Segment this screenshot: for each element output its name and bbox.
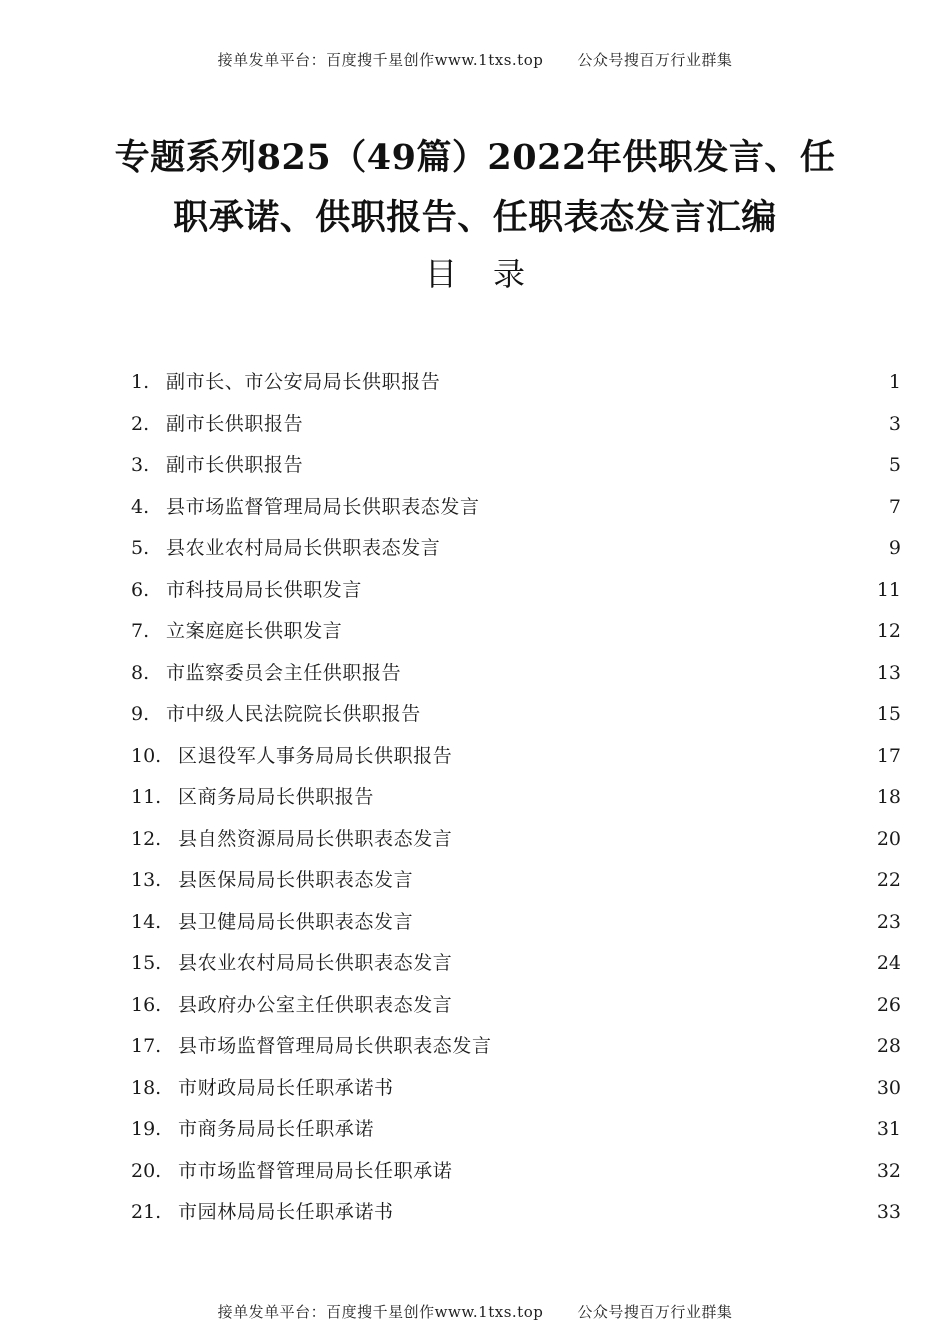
toc-entry-page-number: 31 [876,1118,901,1140]
toc-entry-page-number: 11 [876,578,901,601]
toc-entry-number: 17. [131,1035,162,1057]
toc-entry-page-number: 32 [876,1159,901,1182]
toc-entry-page-number: 3 [888,412,901,435]
toc-entry[interactable] [131,404,901,446]
toc-entry-number: 18. [131,1076,162,1099]
toc-entry-title[interactable]: 副市长、市公安局局长供职报告 [166,371,441,393]
toc-entry-page-number: 7 [888,495,901,518]
toc-entry-number: 12. [131,827,162,850]
toc-entry[interactable] [131,1192,901,1234]
toc-entry[interactable] [131,819,901,861]
toc-entry-title[interactable]: 县市场监督管理局局长供职表态发言 [178,1035,492,1057]
toc-entry[interactable] [131,1109,901,1151]
toc-entry-number: 10. [131,744,162,767]
toc-entry-page-number: 24 [876,952,901,974]
toc-entry-number: 7. [131,620,150,642]
footer-wechat-text: 公众号搜百万行业群集 [577,1303,733,1321]
toc-heading: 目录 [424,255,561,293]
toc-entry-number: 14. [131,910,162,933]
toc-entry[interactable] [131,487,901,529]
toc-entry-page-number: 23 [876,910,901,933]
toc-entry-page-number: 22 [876,869,901,891]
toc-entry[interactable] [131,694,901,736]
toc-entry[interactable] [131,570,901,612]
document-title-line-2: 职承诺、供职报告、任职表态发言汇编 [173,197,777,238]
toc-entry-page-number: 13 [876,661,901,684]
table-of-contents [131,362,901,1234]
toc-entry-number: 2. [131,412,150,435]
toc-entry-number: 15. [131,952,162,974]
toc-entry-title[interactable]: 县卫健局局长供职表态发言 [178,910,414,933]
toc-entry-number: 4. [131,495,150,518]
footer-platform-text: 接单发单平台：百度搜千星创作www.1txs.top [217,1303,544,1321]
toc-entry-page-number: 5 [888,454,901,476]
toc-entry-title[interactable]: 县自然资源局局长供职表态发言 [178,827,453,850]
toc-entry-page-number: 28 [876,1035,901,1057]
toc-entry-title[interactable]: 县医保局局长供职表态发言 [178,869,414,891]
toc-entry-title[interactable]: 市园林局局长任职承诺书 [178,1201,394,1223]
toc-entry-title[interactable]: 区商务局局长供职报告 [178,786,375,808]
toc-entry-number: 3. [131,454,150,476]
toc-entry[interactable] [131,528,901,570]
toc-entry-number: 13. [131,869,162,891]
document-title-line-1: 专题系列825（49篇）2022年供职发言、任 [114,137,836,178]
toc-entry-page-number: 15 [876,703,901,725]
toc-entry-title[interactable]: 县政府办公室主任供职表态发言 [178,993,453,1016]
toc-entry[interactable] [131,1026,901,1068]
toc-entry-number: 11. [131,786,162,808]
toc-entry[interactable] [131,1068,901,1110]
toc-entry-page-number: 26 [876,993,901,1016]
toc-entry-number: 20. [131,1159,162,1182]
toc-entry-title[interactable]: 立案庭庭长供职发言 [166,620,343,642]
toc-entry-title[interactable]: 市科技局局长供职发言 [166,578,363,601]
toc-entry[interactable] [131,777,901,819]
toc-entry-page-number: 20 [876,827,901,850]
header-platform-text: 接单发单平台：百度搜千星创作www.1txs.top [217,51,544,69]
toc-entry-page-number: 9 [888,537,901,559]
toc-entry-title[interactable]: 市商务局局长任职承诺 [178,1118,375,1140]
toc-entry[interactable] [131,902,901,944]
toc-entry-number: 5. [131,537,150,559]
toc-entry[interactable] [131,611,901,653]
toc-entry-page-number: 33 [876,1201,901,1223]
toc-entry[interactable] [131,362,901,404]
toc-entry[interactable] [131,860,901,902]
toc-entry-title[interactable]: 副市长供职报告 [166,454,304,476]
toc-entry-title[interactable]: 区退役军人事务局局长供职报告 [178,744,453,767]
toc-entry-number: 21. [131,1201,162,1223]
toc-entry[interactable] [131,985,901,1027]
toc-entry-title[interactable]: 市监察委员会主任供职报告 [166,661,402,684]
toc-entry[interactable] [131,653,901,695]
toc-entry-page-number: 1 [888,371,901,393]
toc-entry-title[interactable]: 市中级人民法院院长供职报告 [166,703,421,725]
toc-entry-number: 16. [131,993,162,1016]
toc-entry[interactable] [131,943,901,985]
toc-entry-title[interactable]: 县市场监督管理局局长供职表态发言 [166,495,480,518]
toc-entry-number: 6. [131,578,150,601]
toc-entry-title[interactable]: 市财政局局长任职承诺书 [178,1076,394,1099]
toc-entry-number: 1. [131,371,150,393]
toc-entry-title[interactable]: 副市长供职报告 [166,412,304,435]
header-wechat-text: 公众号搜百万行业群集 [577,51,733,69]
toc-entry[interactable] [131,445,901,487]
toc-entry-title[interactable]: 县农业农村局局长供职表态发言 [178,952,453,974]
toc-entry[interactable] [131,736,901,778]
toc-entry-page-number: 17 [876,744,901,767]
toc-entry[interactable] [131,1151,901,1193]
toc-entry-number: 19. [131,1118,162,1140]
page-header [0,49,950,70]
toc-entry-title[interactable]: 市市场监督管理局局长任职承诺 [178,1159,453,1182]
toc-entry-number: 8. [131,661,150,684]
toc-entry-page-number: 18 [876,786,901,808]
toc-entry-page-number: 12 [876,620,901,642]
page-footer [0,1301,950,1322]
toc-entry-page-number: 30 [876,1076,901,1099]
toc-entry-title[interactable]: 县农业农村局局长供职表态发言 [166,537,441,559]
toc-entry-number: 9. [131,703,150,725]
